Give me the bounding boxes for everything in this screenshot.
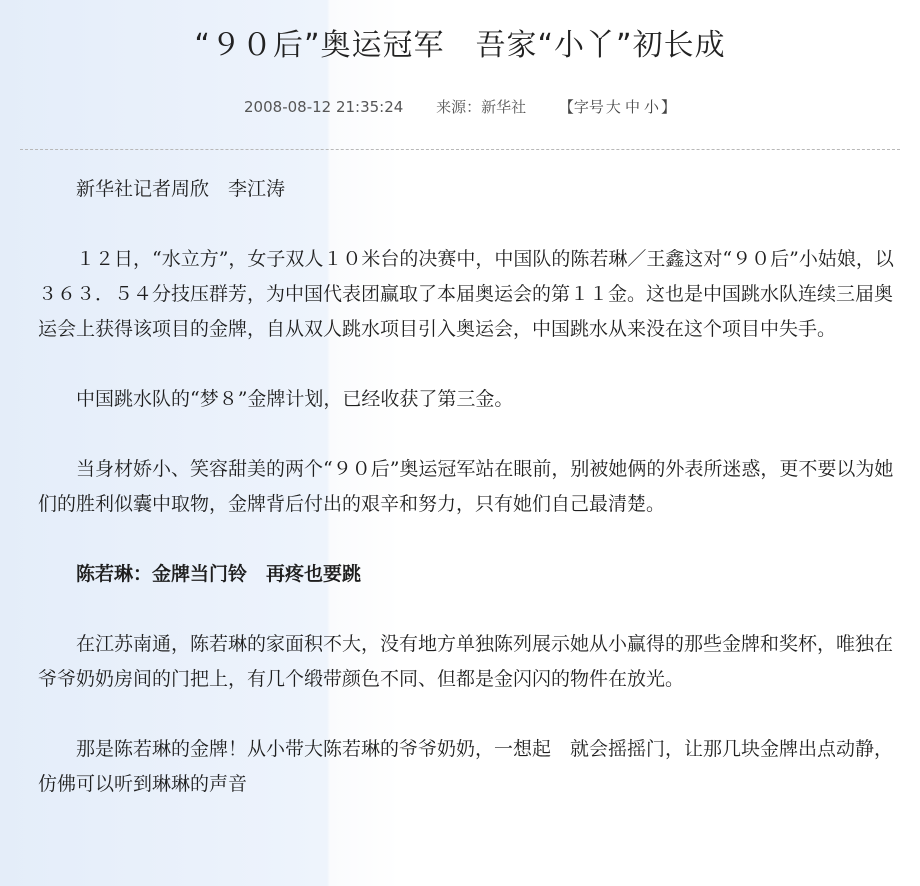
section-subhead: 陈若琳：金牌当门铃 再疼也要跳 <box>76 563 362 585</box>
article-title: “９０后”奥运冠军 吾家“小丫”初长成 <box>194 28 726 63</box>
font-size-open: 【字号 <box>558 98 604 116</box>
paragraph: １２日，“水立方”，女子双人１０米台的决赛中，中国队的陈若琳／王鑫这对“９０后”小姑娘，以３６３．５４分技压群芳，为中国代表团赢取了本届奥运会的第１１金。这也是中国跳水队连续三届奥运会上获得该项目的金牌，自从双人跳水项目引入奥运会，中国跳水从来没在这个项目中失手。 <box>38 248 894 340</box>
header-divider <box>20 149 900 150</box>
paragraph: 当身材娇小、笑容甜美的两个“９０后”奥运冠军站在眼前，别被她俩的外表所迷惑，更不要以为她们的胜利似囊中取物，金牌背后付出的艰辛和努力，只有她们自己最清楚。 <box>38 458 894 515</box>
article-body <box>38 172 898 837</box>
font-size-close: 】 <box>660 98 676 116</box>
publish-datetime: 2008-08-12 21:35:24 <box>244 98 404 116</box>
font-size-large-link[interactable]: 大 <box>605 98 621 116</box>
byline: 新华社记者周欣 李江涛 <box>76 178 286 200</box>
font-size-medium-link[interactable]: 中 <box>624 98 640 116</box>
paragraph: 那是陈若琳的金牌！从小带大陈若琳的爷爷奶奶，一想起 就会摇摇门，让那几块金牌出点动静，仿佛可以听到琳琳的声音 <box>38 738 894 795</box>
paragraph: 中国跳水队的“梦８”金牌计划，已经收获了第三金。 <box>76 388 514 410</box>
paragraph: 在江苏南通，陈若琳的家面积不大，没有地方单独陈列展示她从小赢得的那些金牌和奖杯，唯独在爷爷奶奶房间的门把上，有几个缎带颜色不同、但都是金闪闪的物件在放光。 <box>38 633 894 690</box>
font-size-selector <box>559 98 676 116</box>
source-label: 来源：新华社 <box>436 98 527 116</box>
article-meta <box>0 96 920 118</box>
font-size-small-link[interactable]: 小 <box>643 98 659 116</box>
